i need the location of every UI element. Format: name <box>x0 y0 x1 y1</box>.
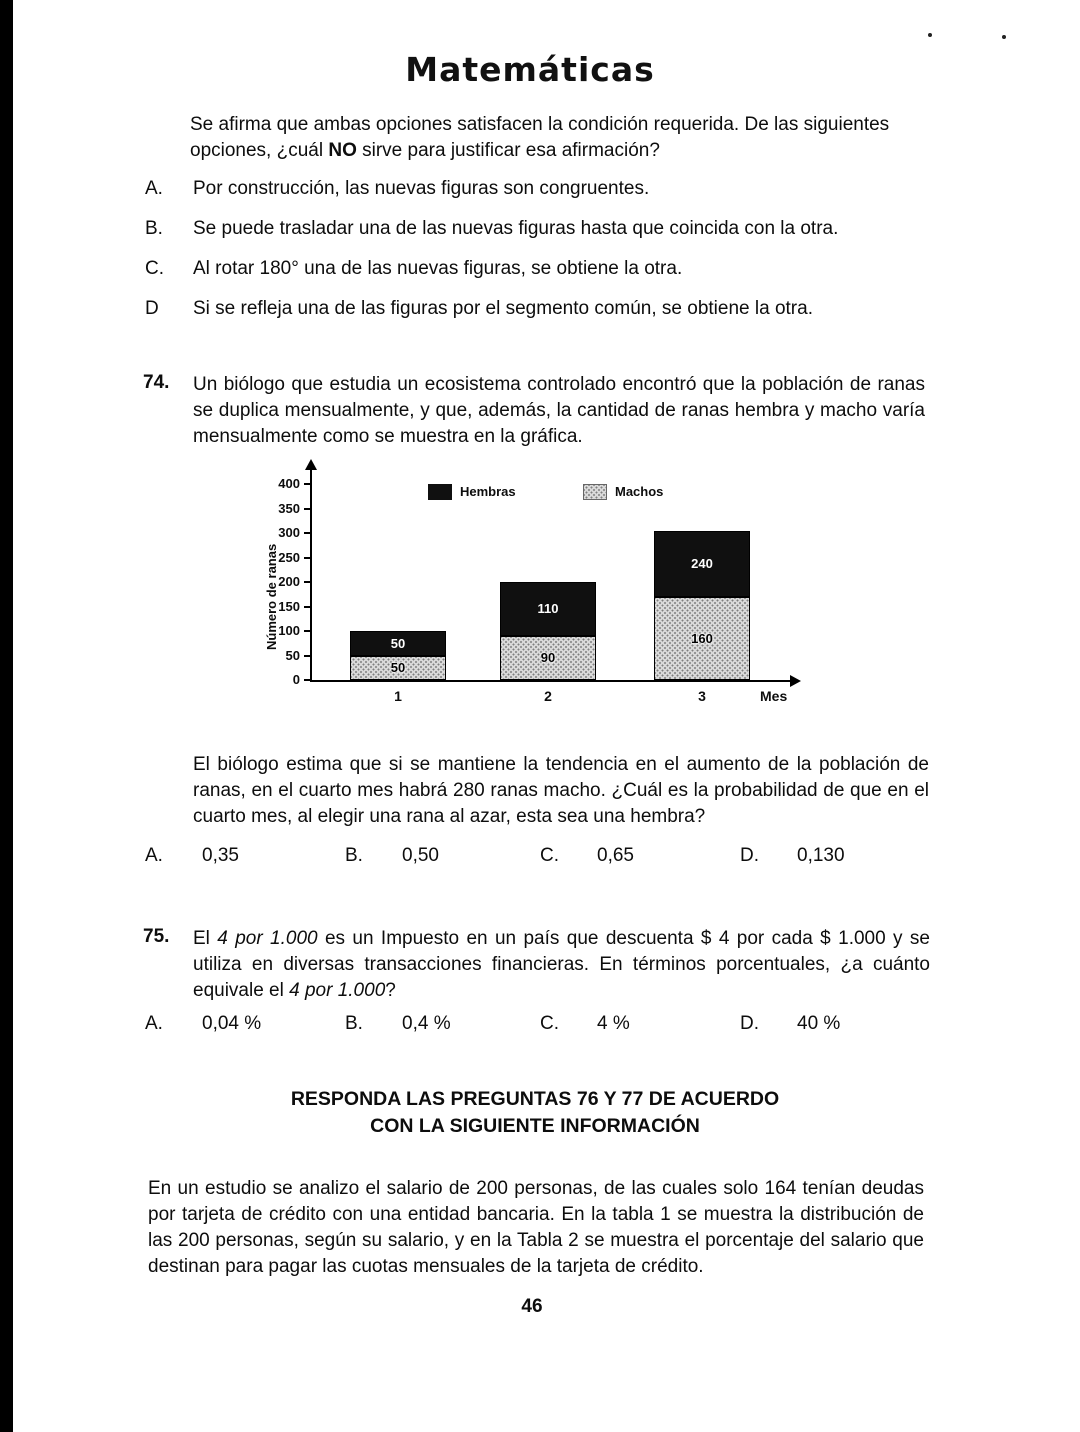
y-axis-tick <box>304 581 311 583</box>
option-value: 0,130 <box>797 845 845 866</box>
option-row-d <box>145 296 940 322</box>
option-letter: A. <box>145 178 163 199</box>
legend-label-machos: Machos <box>615 484 664 499</box>
question-75-options <box>0 1013 1080 1041</box>
y-axis-tick-label: 200 <box>278 574 300 589</box>
y-axis-tick-label: 100 <box>278 623 300 638</box>
option-letter: C. <box>145 258 164 279</box>
option-row-a <box>145 176 940 202</box>
bar-value-machos: 50 <box>390 660 406 676</box>
option-letter: B. <box>145 218 163 239</box>
context-paragraph: En un estudio se analizo el salario de 200 personas, de las cuales solo 164 tenían deudas por tarjeta de crédito con una entidad bancaria. En la tabla 1 se muestra la distribución de las 200 personas, según su salario, y en la Tabla 2 se muestra el porcentaje del salario que destinan para pagar las cuotas mensuales de la tarjeta de crédito. <box>148 1178 924 1277</box>
instruction-heading-line2: CON LA SIGUIENTE INFORMACIÓN <box>370 1115 700 1137</box>
x-axis-tick-label: 2 <box>544 688 552 704</box>
bar-machos-month-2 <box>500 636 596 680</box>
y-axis-tick-label: 350 <box>278 500 300 516</box>
answer-option-d <box>740 1013 840 1035</box>
option-row-b <box>145 216 940 242</box>
option-value: 0,50 <box>402 845 439 866</box>
y-axis-tick-label: 300 <box>278 525 300 540</box>
answer-option-d <box>740 845 845 867</box>
y-axis-tick-label: 250 <box>278 549 300 565</box>
y-axis-tick <box>304 630 311 632</box>
stem-text: ? <box>385 980 396 1001</box>
option-text: Por construcción, las nuevas figuras son congruentes. <box>193 178 650 199</box>
option-letter: D <box>145 298 159 319</box>
answer-option-b <box>345 845 439 867</box>
answer-option-b <box>345 1013 451 1035</box>
chart-plot <box>262 462 842 726</box>
option-letter: A. <box>145 845 163 866</box>
answer-option-c <box>540 845 634 867</box>
option-value: 0,04 % <box>202 1013 262 1034</box>
y-axis-arrow-icon <box>305 459 317 470</box>
answer-option-a <box>145 1013 261 1035</box>
y-axis-tick <box>304 508 311 510</box>
option-row-c <box>145 256 940 282</box>
y-axis-tick-label: 400 <box>278 476 300 491</box>
option-letter: C. <box>540 1013 559 1034</box>
y-axis-tick <box>304 679 311 681</box>
legend-label-hembras: Hembras <box>460 484 516 499</box>
page-title: Matemáticas <box>405 50 655 89</box>
option-letter: A. <box>145 1013 163 1034</box>
stem-text: sirve para justificar esa afirmación? <box>356 140 660 161</box>
option-value: 40 % <box>797 1013 841 1034</box>
stem-text: El <box>193 928 218 949</box>
option-text: Si se refleja una de las figuras por el segmento común, se obtiene la otra. <box>193 298 813 319</box>
stem-text: Se afirma que ambas opciones satisfacen la condición requerida. De las siguientes opciones, ¿cuál <box>190 114 890 161</box>
bar-value-hembras: 50 <box>390 635 406 651</box>
bar-value-machos: 90 <box>540 650 556 666</box>
x-axis-title: Mes <box>760 688 788 704</box>
x-axis-tick-label: 1 <box>394 688 402 704</box>
answer-option-a <box>145 845 239 867</box>
option-letter: B. <box>345 845 363 866</box>
bar-hembras-month-2 <box>500 582 596 636</box>
y-axis-tick <box>304 483 311 485</box>
question-73-stem <box>190 112 920 164</box>
instruction-heading-line1: RESPONDA LAS PREGUNTAS 76 Y 77 DE ACUERDO <box>290 1088 780 1110</box>
frog-population-chart <box>262 462 842 726</box>
option-text: Se puede trasladar una de las nuevas figuras hasta que coincida con la otra. <box>193 218 839 239</box>
option-letter: D. <box>740 1013 759 1034</box>
bar-machos-month-1 <box>350 656 446 681</box>
stem-italic: 4 por 1.000 <box>289 980 386 1001</box>
legend-swatch-machos <box>583 484 607 500</box>
option-letter: C. <box>540 845 559 866</box>
y-axis-tick <box>304 655 311 657</box>
question-74-stem: Un biólogo que estudia un ecosistema controlado encontró que la población de ranas se duplica mensualmente, y que, además, la cantidad de ranas hembra y macho varía mensualmente como se muestra en la gráfica. <box>193 374 925 447</box>
option-value: 0,65 <box>597 845 634 866</box>
bar-hembras-month-3 <box>654 531 750 597</box>
y-axis-tick <box>304 557 311 559</box>
bar-hembras-month-1 <box>350 631 446 656</box>
instruction-heading <box>0 1086 1070 1140</box>
x-axis-arrow-icon <box>790 675 801 687</box>
option-letter: B. <box>345 1013 363 1034</box>
scan-edge-artifact <box>0 0 13 1432</box>
y-axis-tick-label: 0 <box>292 672 300 687</box>
bar-machos-month-3 <box>654 597 750 680</box>
bar-value-hembras: 110 <box>537 601 559 617</box>
x-axis-tick-label: 3 <box>698 688 706 704</box>
option-value: 0,4 % <box>402 1013 451 1034</box>
answer-option-c <box>540 1013 630 1035</box>
y-axis-tick <box>304 606 311 608</box>
question-74-options <box>0 845 1080 873</box>
bar-value-hembras: 240 <box>691 556 713 572</box>
question-74-followup: El biólogo estima que si se mantiene la tendencia en el aumento de la población de ranas, en el cuarto mes habrá 280 ranas macho. ¿Cuál es la probabilidad de que en el cuarto mes, al elegir una rana al azar, esta sea una hembra? <box>193 754 929 827</box>
scan-dot-artifact <box>928 33 932 37</box>
y-axis-tick <box>304 532 311 534</box>
x-axis <box>310 680 792 682</box>
question-75-stem <box>193 926 930 1004</box>
option-letter: D. <box>740 845 759 866</box>
y-axis <box>310 470 312 681</box>
stem-italic: 4 por 1.000 <box>217 928 318 949</box>
option-text: Al rotar 180° una de las nuevas figuras, se obtiene la otra. <box>193 258 683 279</box>
y-axis-label: Número de ranas <box>264 543 279 651</box>
bar-value-machos: 160 <box>691 630 713 646</box>
y-axis-tick-label: 150 <box>278 598 300 614</box>
option-value: 0,35 <box>202 845 239 866</box>
y-axis-tick-label: 50 <box>285 647 300 663</box>
stem-bold-no: NO <box>328 140 357 161</box>
question-75-number: 75. <box>143 926 170 947</box>
question-74-number: 74. <box>143 372 170 393</box>
option-value: 4 % <box>597 1013 630 1034</box>
scan-dot-artifact <box>1002 35 1006 39</box>
legend-swatch-hembras <box>428 484 452 500</box>
page-number: 46 <box>521 1296 543 1317</box>
stem-text: es un Impuesto en un país que descuenta $ 4 por cada $ 1.000 y se utiliza en diversas transacciones financieras. En términos porcentuales, ¿a cuánto equivale el <box>193 928 930 1001</box>
